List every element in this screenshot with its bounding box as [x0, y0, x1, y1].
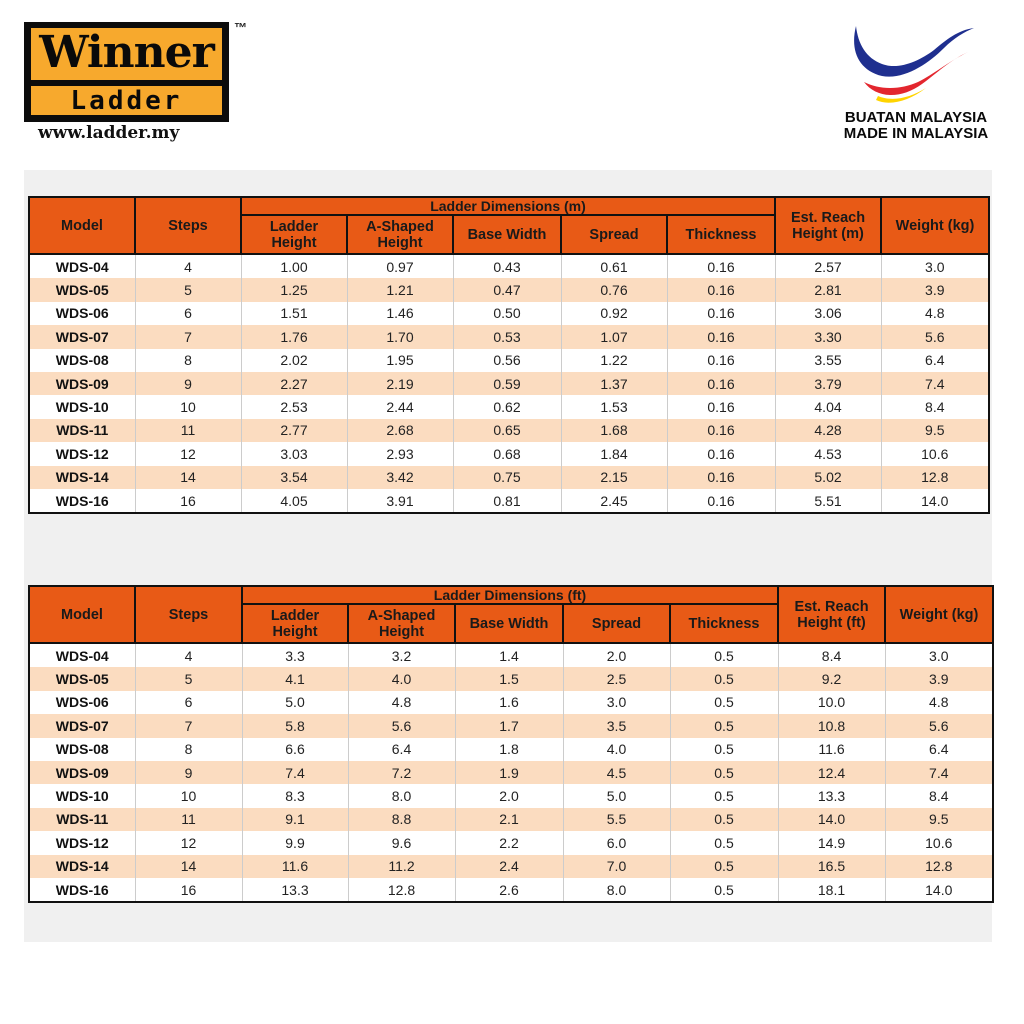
- table-row: [29, 302, 989, 325]
- cell-spread: 2.15: [561, 466, 667, 489]
- cell-base-width: 0.47: [453, 278, 561, 301]
- cell-base-width: 1.4: [455, 643, 563, 667]
- cell-model: WDS-06: [29, 302, 135, 325]
- header-spread: Spread: [563, 604, 670, 643]
- table-row: [29, 643, 993, 667]
- table-row: [29, 442, 989, 465]
- cell-weight: 3.9: [885, 667, 993, 690]
- cell-ladder-height: 6.6: [242, 738, 348, 761]
- cell-weight: 6.4: [885, 738, 993, 761]
- cell-steps: 9: [135, 372, 241, 395]
- cell-reach-height: 5.02: [775, 466, 881, 489]
- imperial-table-body: [29, 643, 993, 902]
- cell-base-width: 0.81: [453, 489, 561, 513]
- table-row: [29, 325, 989, 348]
- header-a-shaped-height: [347, 215, 453, 254]
- header-dimensions-group: Ladder Dimensions (m): [241, 197, 775, 215]
- cell-spread: 1.68: [561, 419, 667, 442]
- cell-reach-height: 12.4: [778, 761, 885, 784]
- cell-weight: 4.8: [885, 691, 993, 714]
- cell-steps: 8: [135, 349, 241, 372]
- header-a-shaped-line1: A-Shaped: [367, 607, 436, 624]
- cell-base-width: 2.0: [455, 784, 563, 807]
- website-url: www.ladder.my: [38, 123, 180, 143]
- cell-ladder-height: 1.76: [241, 325, 347, 348]
- cell-thickness: 0.5: [670, 831, 778, 854]
- cell-base-width: 0.62: [453, 395, 561, 418]
- cell-base-width: 0.65: [453, 419, 561, 442]
- cell-ladder-height: 1.00: [241, 254, 347, 278]
- cell-steps: 11: [135, 419, 241, 442]
- cell-spread: 0.76: [561, 278, 667, 301]
- cell-ladder-height: 13.3: [242, 878, 348, 902]
- cell-base-width: 0.53: [453, 325, 561, 348]
- header-reach-line1: Est. Reach: [794, 598, 869, 615]
- cell-ladder-height: 3.54: [241, 466, 347, 489]
- cell-a-shaped-height: 2.19: [347, 372, 453, 395]
- cell-base-width: 0.68: [453, 442, 561, 465]
- header-ladder-height-line1: Ladder: [270, 607, 320, 624]
- table-row: [29, 831, 993, 854]
- cell-spread: 8.0: [563, 878, 670, 902]
- cell-weight: 9.5: [885, 808, 993, 831]
- cell-base-width: 1.9: [455, 761, 563, 784]
- table-row: [29, 667, 993, 690]
- cell-weight: 3.9: [881, 278, 989, 301]
- cell-steps: 8: [135, 738, 242, 761]
- cell-weight: 12.8: [881, 466, 989, 489]
- made-in-malaysia-label: [826, 110, 1006, 142]
- header-a-shaped-line2: Height: [377, 234, 423, 251]
- cell-thickness: 0.16: [667, 254, 775, 278]
- cell-reach-height: 3.79: [775, 372, 881, 395]
- cell-model: WDS-06: [29, 691, 135, 714]
- cell-thickness: 0.16: [667, 278, 775, 301]
- header-base-width: Base Width: [455, 604, 563, 643]
- cell-weight: 9.5: [881, 419, 989, 442]
- table-row: [29, 714, 993, 737]
- cell-base-width: 0.75: [453, 466, 561, 489]
- cell-thickness: 0.5: [670, 761, 778, 784]
- logo-word-winner: Winner: [39, 27, 214, 78]
- logo-word-ladder: Ladder: [70, 86, 183, 116]
- cell-model: WDS-07: [29, 325, 135, 348]
- cell-thickness: 0.5: [670, 855, 778, 878]
- cell-a-shaped-height: 1.46: [347, 302, 453, 325]
- cell-model: WDS-11: [29, 419, 135, 442]
- cell-model: WDS-08: [29, 349, 135, 372]
- cell-a-shaped-height: 1.95: [347, 349, 453, 372]
- cell-steps: 6: [135, 691, 242, 714]
- cell-base-width: 0.50: [453, 302, 561, 325]
- table-row: [29, 855, 993, 878]
- header-reach-line2: Height (ft): [797, 614, 866, 631]
- header-model: Model: [29, 197, 135, 254]
- cell-base-width: 0.56: [453, 349, 561, 372]
- brand-logo-plate: [31, 28, 222, 115]
- header-reach: [778, 586, 885, 643]
- cell-ladder-height: 1.25: [241, 278, 347, 301]
- cell-a-shaped-height: 3.2: [348, 643, 455, 667]
- header-a-shaped-line1: A-Shaped: [366, 218, 434, 235]
- cell-steps: 14: [135, 466, 241, 489]
- cell-spread: 1.22: [561, 349, 667, 372]
- cell-model: WDS-14: [29, 466, 135, 489]
- swoosh-blue: [854, 26, 974, 77]
- cell-thickness: 0.16: [667, 419, 775, 442]
- cell-weight: 5.6: [881, 325, 989, 348]
- cell-a-shaped-height: 2.93: [347, 442, 453, 465]
- cell-a-shaped-height: 2.44: [347, 395, 453, 418]
- table-row: [29, 761, 993, 784]
- cell-a-shaped-height: 3.42: [347, 466, 453, 489]
- cell-a-shaped-height: 7.2: [348, 761, 455, 784]
- cell-base-width: 2.1: [455, 808, 563, 831]
- cell-model: WDS-05: [29, 667, 135, 690]
- cell-ladder-height: 2.27: [241, 372, 347, 395]
- trademark-symbol: ™: [234, 20, 247, 35]
- cell-spread: 1.53: [561, 395, 667, 418]
- cell-spread: 1.84: [561, 442, 667, 465]
- cell-thickness: 0.5: [670, 714, 778, 737]
- cell-spread: 3.5: [563, 714, 670, 737]
- metric-spec-table: [28, 196, 990, 514]
- header-ladder-height-line2: Height: [271, 234, 317, 251]
- cell-spread: 5.5: [563, 808, 670, 831]
- cell-ladder-height: 2.02: [241, 349, 347, 372]
- cell-model: WDS-10: [29, 395, 135, 418]
- cell-weight: 14.0: [881, 489, 989, 513]
- cell-steps: 9: [135, 761, 242, 784]
- cell-a-shaped-height: 11.2: [348, 855, 455, 878]
- cell-steps: 10: [135, 784, 242, 807]
- header-reach-line1: Est. Reach: [790, 209, 866, 226]
- metric-table-panel: [24, 170, 992, 558]
- cell-model: WDS-11: [29, 808, 135, 831]
- cell-thickness: 0.5: [670, 691, 778, 714]
- cell-base-width: 1.8: [455, 738, 563, 761]
- cell-weight: 3.0: [885, 643, 993, 667]
- cell-ladder-height: 7.4: [242, 761, 348, 784]
- cell-weight: 4.8: [881, 302, 989, 325]
- cell-a-shaped-height: 8.0: [348, 784, 455, 807]
- cell-a-shaped-height: 4.0: [348, 667, 455, 690]
- cell-thickness: 0.16: [667, 466, 775, 489]
- cell-model: WDS-16: [29, 489, 135, 513]
- cell-ladder-height: 11.6: [242, 855, 348, 878]
- cell-model: WDS-07: [29, 714, 135, 737]
- cell-steps: 16: [135, 878, 242, 902]
- table-row: [29, 278, 989, 301]
- cell-a-shaped-height: 5.6: [348, 714, 455, 737]
- cell-steps: 14: [135, 855, 242, 878]
- cell-ladder-height: 3.3: [242, 643, 348, 667]
- cell-spread: 2.45: [561, 489, 667, 513]
- cell-spread: 7.0: [563, 855, 670, 878]
- cell-thickness: 0.16: [667, 489, 775, 513]
- header-a-shaped-line2: Height: [378, 623, 425, 640]
- cell-reach-height: 14.0: [778, 808, 885, 831]
- cell-spread: 4.5: [563, 761, 670, 784]
- cell-reach-height: 4.53: [775, 442, 881, 465]
- cell-thickness: 0.5: [670, 738, 778, 761]
- cell-reach-height: 5.51: [775, 489, 881, 513]
- made-in-malaysia-swoosh-icon: [848, 22, 978, 110]
- cell-steps: 10: [135, 395, 241, 418]
- cell-model: WDS-09: [29, 761, 135, 784]
- cell-ladder-height: 8.3: [242, 784, 348, 807]
- table-row: [29, 349, 989, 372]
- cell-a-shaped-height: 1.21: [347, 278, 453, 301]
- cell-steps: 7: [135, 714, 242, 737]
- cell-base-width: 1.5: [455, 667, 563, 690]
- table-row: [29, 466, 989, 489]
- cell-spread: 6.0: [563, 831, 670, 854]
- cell-base-width: 2.4: [455, 855, 563, 878]
- cell-base-width: 2.6: [455, 878, 563, 902]
- header-model: Model: [29, 586, 135, 643]
- cell-weight: 6.4: [881, 349, 989, 372]
- cell-model: WDS-10: [29, 784, 135, 807]
- cell-weight: 12.8: [885, 855, 993, 878]
- cell-thickness: 0.5: [670, 878, 778, 902]
- cell-spread: 4.0: [563, 738, 670, 761]
- table-row: [29, 489, 989, 513]
- cell-reach-height: 10.0: [778, 691, 885, 714]
- header-dimensions-group: Ladder Dimensions (ft): [242, 586, 778, 604]
- cell-reach-height: 2.81: [775, 278, 881, 301]
- cell-steps: 6: [135, 302, 241, 325]
- header-weight: Weight (kg): [885, 586, 993, 643]
- cell-model: WDS-14: [29, 855, 135, 878]
- cell-model: WDS-12: [29, 831, 135, 854]
- cell-steps: 5: [135, 667, 242, 690]
- cell-model: WDS-16: [29, 878, 135, 902]
- cell-steps: 12: [135, 442, 241, 465]
- header-weight: Weight (kg): [881, 197, 989, 254]
- cell-a-shaped-height: 3.91: [347, 489, 453, 513]
- cell-steps: 11: [135, 808, 242, 831]
- cell-reach-height: 13.3: [778, 784, 885, 807]
- metric-table-body: [29, 254, 989, 513]
- header-a-shaped-height: [348, 604, 455, 643]
- cell-spread: 1.37: [561, 372, 667, 395]
- cell-weight: 14.0: [885, 878, 993, 902]
- cell-model: WDS-08: [29, 738, 135, 761]
- cell-ladder-height: 2.77: [241, 419, 347, 442]
- cell-steps: 7: [135, 325, 241, 348]
- cell-weight: 3.0: [881, 254, 989, 278]
- cell-a-shaped-height: 4.8: [348, 691, 455, 714]
- table-row: [29, 372, 989, 395]
- cell-reach-height: 8.4: [778, 643, 885, 667]
- table-row: [29, 691, 993, 714]
- header-steps: Steps: [135, 197, 241, 254]
- header-steps: Steps: [135, 586, 242, 643]
- cell-steps: 12: [135, 831, 242, 854]
- cell-model: WDS-12: [29, 442, 135, 465]
- cell-base-width: 1.7: [455, 714, 563, 737]
- header-reach-line2: Height (m): [792, 225, 864, 242]
- cell-weight: 10.6: [885, 831, 993, 854]
- cell-thickness: 0.16: [667, 325, 775, 348]
- cell-ladder-height: 5.0: [242, 691, 348, 714]
- badge-line-malay: BUATAN MALAYSIA: [844, 109, 988, 126]
- cell-reach-height: 16.5: [778, 855, 885, 878]
- cell-model: WDS-09: [29, 372, 135, 395]
- cell-thickness: 0.16: [667, 442, 775, 465]
- header-ladder-height: [242, 604, 348, 643]
- cell-a-shaped-height: 2.68: [347, 419, 453, 442]
- header-ladder-height: [241, 215, 347, 254]
- badge-line-english: MADE IN MALAYSIA: [843, 125, 989, 142]
- cell-weight: 7.4: [885, 761, 993, 784]
- cell-ladder-height: 1.51: [241, 302, 347, 325]
- cell-base-width: 0.43: [453, 254, 561, 278]
- cell-reach-height: 18.1: [778, 878, 885, 902]
- header-thickness: Thickness: [667, 215, 775, 254]
- cell-spread: 0.61: [561, 254, 667, 278]
- cell-spread: 2.5: [563, 667, 670, 690]
- cell-thickness: 0.16: [667, 372, 775, 395]
- cell-thickness: 0.5: [670, 643, 778, 667]
- cell-thickness: 0.5: [670, 784, 778, 807]
- cell-weight: 10.6: [881, 442, 989, 465]
- cell-a-shaped-height: 8.8: [348, 808, 455, 831]
- cell-steps: 16: [135, 489, 241, 513]
- cell-steps: 4: [135, 643, 242, 667]
- cell-reach-height: 9.2: [778, 667, 885, 690]
- cell-reach-height: 3.55: [775, 349, 881, 372]
- cell-model: WDS-05: [29, 278, 135, 301]
- cell-weight: 5.6: [885, 714, 993, 737]
- cell-base-width: 1.6: [455, 691, 563, 714]
- cell-ladder-height: 4.05: [241, 489, 347, 513]
- cell-thickness: 0.5: [670, 667, 778, 690]
- cell-a-shaped-height: 12.8: [348, 878, 455, 902]
- cell-ladder-height: 5.8: [242, 714, 348, 737]
- cell-a-shaped-height: 0.97: [347, 254, 453, 278]
- cell-thickness: 0.16: [667, 395, 775, 418]
- cell-ladder-height: 3.03: [241, 442, 347, 465]
- cell-base-width: 2.2: [455, 831, 563, 854]
- cell-steps: 4: [135, 254, 241, 278]
- cell-reach-height: 3.06: [775, 302, 881, 325]
- cell-weight: 8.4: [885, 784, 993, 807]
- imperial-table-panel: [24, 558, 992, 942]
- cell-spread: 2.0: [563, 643, 670, 667]
- cell-reach-height: 2.57: [775, 254, 881, 278]
- header-ladder-height-line2: Height: [272, 623, 318, 640]
- cell-reach-height: 4.04: [775, 395, 881, 418]
- cell-spread: 1.07: [561, 325, 667, 348]
- cell-weight: 8.4: [881, 395, 989, 418]
- cell-spread: 5.0: [563, 784, 670, 807]
- table-row: [29, 808, 993, 831]
- cell-base-width: 0.59: [453, 372, 561, 395]
- cell-a-shaped-height: 9.6: [348, 831, 455, 854]
- table-row: [29, 878, 993, 902]
- cell-reach-height: 3.30: [775, 325, 881, 348]
- header-reach: [775, 197, 881, 254]
- header-thickness: Thickness: [670, 604, 778, 643]
- cell-reach-height: 11.6: [778, 738, 885, 761]
- cell-model: WDS-04: [29, 643, 135, 667]
- cell-thickness: 0.16: [667, 349, 775, 372]
- cell-spread: 0.92: [561, 302, 667, 325]
- cell-reach-height: 4.28: [775, 419, 881, 442]
- cell-reach-height: 14.9: [778, 831, 885, 854]
- table-row: [29, 784, 993, 807]
- cell-a-shaped-height: 1.70: [347, 325, 453, 348]
- table-row: [29, 395, 989, 418]
- cell-reach-height: 10.8: [778, 714, 885, 737]
- cell-a-shaped-height: 6.4: [348, 738, 455, 761]
- cell-ladder-height: 9.1: [242, 808, 348, 831]
- header-spread: Spread: [561, 215, 667, 254]
- table-row: [29, 738, 993, 761]
- table-row: [29, 419, 989, 442]
- cell-thickness: 0.5: [670, 808, 778, 831]
- cell-weight: 7.4: [881, 372, 989, 395]
- cell-model: WDS-04: [29, 254, 135, 278]
- cell-ladder-height: 9.9: [242, 831, 348, 854]
- brand-logo: [24, 22, 229, 122]
- table-row: [29, 254, 989, 278]
- header-ladder-height-line1: Ladder: [269, 218, 319, 235]
- cell-spread: 3.0: [563, 691, 670, 714]
- cell-steps: 5: [135, 278, 241, 301]
- cell-ladder-height: 2.53: [241, 395, 347, 418]
- cell-thickness: 0.16: [667, 302, 775, 325]
- header-base-width: Base Width: [453, 215, 561, 254]
- imperial-spec-table: [28, 585, 994, 903]
- cell-ladder-height: 4.1: [242, 667, 348, 690]
